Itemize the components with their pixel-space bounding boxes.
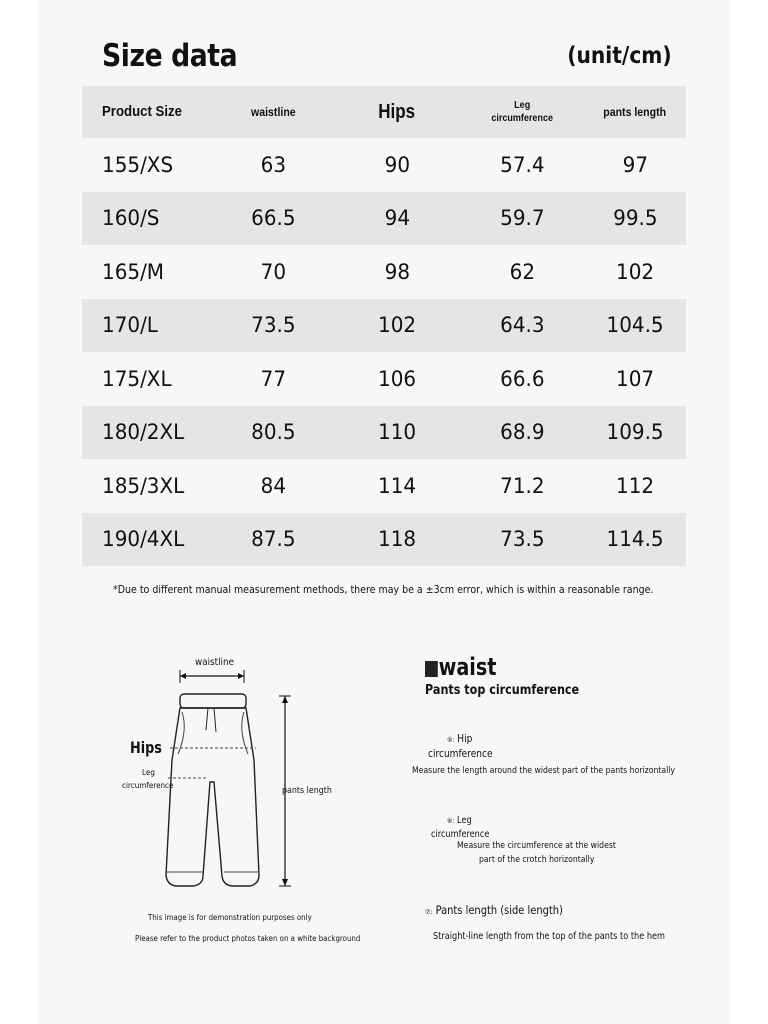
table-cell: 170/L [102,313,158,338]
length-definition-title: ⑦: Pants length (side length) [425,903,563,917]
table-cell: 107 [615,366,655,391]
header-leg-circumference: Leg circumference [491,99,553,124]
waist-definition-desc: Pants top circumference [425,683,580,698]
leg-definition-title-line2: circumference [431,829,490,840]
leg-definition-desc-1: Measure the circumference at the widest [457,841,616,851]
table-row [82,459,686,513]
page-title: Size data [102,38,238,74]
header-pants-length: pants length [603,105,667,119]
diagram-caption-demo: This image is for demonstration purposes only [148,913,312,922]
diagram-waistline-label: waistline [195,657,234,668]
hip-marker-icon: ⑤: [447,736,455,744]
table-cell: 175/XL [102,366,172,391]
table-row [82,299,686,353]
hip-definition-desc: Measure the length around the widest part of the pants horizontally [412,766,676,776]
leg-definition-desc-2: part of the crotch horizontally [479,855,595,865]
table-cell: 77 [260,366,286,391]
table-cell: 155/XS [102,152,174,177]
diagram-pants-length-label: pants length [282,786,332,796]
diagram-caption-reference: Please refer to the product photos taken on a white background [135,934,361,943]
table-row [82,192,686,246]
table-cell: 62 [509,259,535,284]
table-cell: 102 [377,313,417,338]
table-cell: 87.5 [250,527,296,552]
table-cell: 80.5 [250,420,296,445]
table-cell: 112 [615,473,655,498]
length-marker-icon: ⑦: [425,908,433,916]
table-cell: 114.5 [606,527,664,552]
table-cell: 165/M [102,259,165,284]
diagram-leg-label: Leg [142,768,155,777]
table-cell: 66.6 [499,366,545,391]
unit-label: (unit/cm) [567,43,672,69]
table-cell: 73.5 [250,313,296,338]
table-cell: 110 [377,420,417,445]
table-cell: 98 [384,259,410,284]
diagram-hips-label: Hips [130,738,162,757]
table-cell: 109.5 [606,420,664,445]
length-definition-desc: Straight-line length from the top of the pants to the hem [433,931,665,942]
table-cell: 57.4 [499,152,545,177]
table-cell: 84 [260,473,286,498]
table-cell: 118 [377,527,417,552]
header-hips: Hips [378,100,416,123]
table-cell: 104.5 [606,313,664,338]
diagram-circumference-label: circumference [122,781,174,790]
table-cell: 106 [377,366,417,391]
table-cell: 185/3XL [102,473,185,498]
hip-definition-title: ⑤: Hip [447,733,473,745]
header-waistline: waistline [250,105,296,119]
leg-marker-icon: ⑥: [447,817,455,825]
table-header-row [82,86,686,138]
table-cell: 90 [384,152,410,177]
header-product-size: Product Size [102,103,182,120]
size-table [82,86,686,566]
table-cell: 71.2 [499,473,545,498]
table-row [82,513,686,567]
table-cell: 180/2XL [102,420,185,445]
table-cell: 66.5 [250,206,296,231]
table-cell: 160/S [102,206,160,231]
table-cell: 190/4XL [102,527,185,552]
table-cell: 59.7 [499,206,545,231]
table-cell: 114 [377,473,417,498]
table-cell: 64.3 [499,313,545,338]
table-cell: 68.9 [499,420,545,445]
table-cell: 97 [622,152,648,177]
table-cell: 70 [260,259,286,284]
table-cell: 73.5 [499,527,545,552]
table-row [82,406,686,460]
leg-definition-title: ⑥: Leg [447,815,472,826]
table-cell: 63 [260,152,286,177]
hip-definition-title-line2: circumference [428,748,493,760]
table-cell: 102 [615,259,655,284]
measurement-note: *Due to different manual measurement methods, there may be a ±3cm error, which is within a reasonable range. [113,583,654,596]
table-cell: 94 [384,206,410,231]
pants-outline [166,708,259,886]
waist-marker-icon [425,661,438,677]
waist-definition-title: waist [425,653,496,681]
table-row [82,138,686,192]
table-row [82,245,686,299]
waistband-shape [180,694,246,708]
table-row [82,352,686,406]
table-cell: 99.5 [612,206,658,231]
